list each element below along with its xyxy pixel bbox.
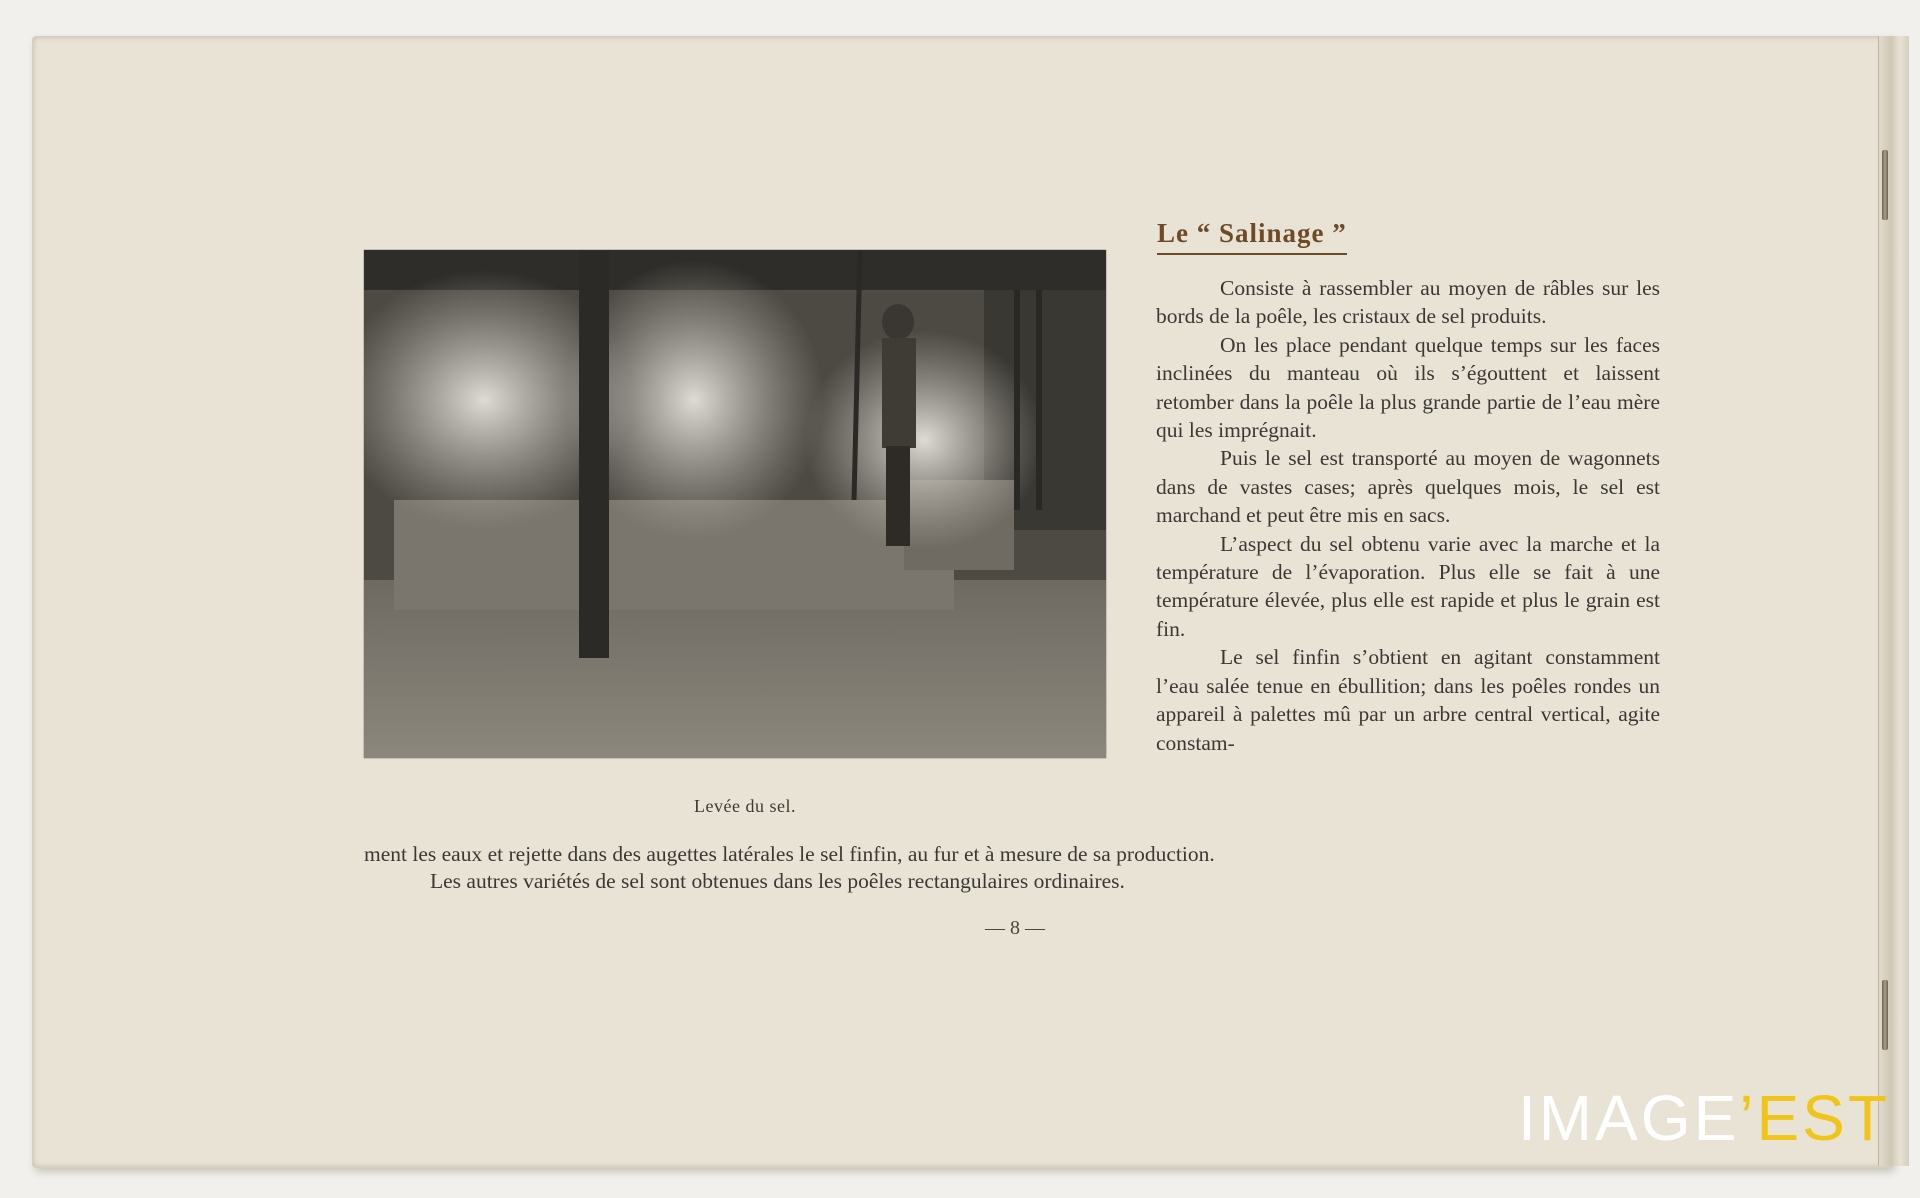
binding-staple <box>1882 980 1888 1050</box>
salt-raising-photograph <box>364 250 1106 758</box>
body-text-column <box>1156 274 1660 757</box>
paragraph: Puis le sel est transporté au moyen de wagonnets dans de vastes cases; après quelques mois, le sel est marchand et peut être mis en sacs. <box>1156 446 1660 528</box>
continuation-line: ment les eaux et rejette dans des augettes latérales le sel finfin, au fur et à mesure de sa production. <box>364 842 1215 866</box>
binding-staple <box>1882 150 1888 220</box>
watermark-text: IMAGE <box>1518 1082 1740 1154</box>
paragraph: L’aspect du sel obtenu varie avec la marche et la température de l’évaporation. Plus elle se fait à une température élevée, plus elle est rapide et plus le grain est fin. <box>1156 531 1660 641</box>
section-heading: Le “ Salinage ” <box>1157 218 1347 255</box>
watermark-accent-text: ’EST <box>1739 1082 1890 1154</box>
image-est-watermark <box>1518 1082 1890 1154</box>
last-line: Les autres variétés de sel sont obtenues dans les poêles rectangulaires ordinaires. <box>430 869 1125 893</box>
page-number: — 8 — <box>985 917 1045 939</box>
paragraph: Consiste à rassembler au moyen de râbles sur les bords de la poêle, les cristaux de sel produits. <box>1156 276 1660 329</box>
paragraph: Le sel finfin s’obtient en agitant constamment l’eau salée tenue en ébullition; dans les poêles rondes un appareil à palettes mû par un arbre central vertical, agite constam- <box>1156 645 1660 755</box>
photo-caption: Levée du sel. <box>694 796 796 816</box>
paragraph: On les place pendant quelque temps sur les faces inclinées du manteau où ils s’égouttent et laissent retomber dans la poêle la plus grande partie de l’eau mère qui les imprégnait. <box>1156 332 1660 443</box>
